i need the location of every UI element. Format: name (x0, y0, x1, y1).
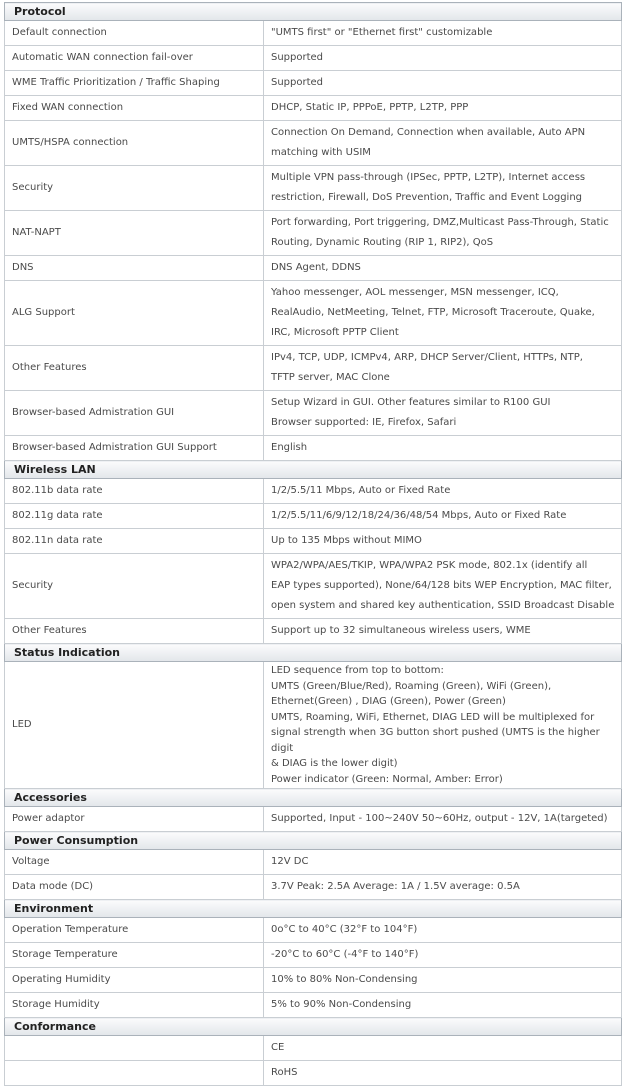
spec-value-line: DNS Agent, DDNS (271, 262, 361, 273)
spec-value-line: 0o°C to 40°C (32°F to 104°F) (271, 924, 418, 935)
spec-label: Operating Humidity (5, 968, 264, 993)
spec-table (4, 2, 622, 1086)
section-header-power-consumption (5, 832, 622, 850)
spec-value-line: 12V DC (271, 856, 309, 867)
spec-value (264, 281, 622, 346)
spec-value (264, 504, 622, 529)
table-row (5, 993, 622, 1018)
spec-label: Power adaptor (5, 807, 264, 832)
spec-value-line: Supported, Input - 100~240V 50~60Hz, output - 12V, 1A(targeted) (271, 813, 608, 824)
table-row (5, 256, 622, 281)
section-header-accessories (5, 789, 622, 807)
table-row (5, 479, 622, 504)
spec-label: Data mode (DC) (5, 875, 264, 900)
spec-value-line: IRC, Microsoft PPTP Client (271, 327, 399, 338)
spec-value (264, 993, 622, 1018)
spec-value-line: signal strength when 3G button short pushed (UMTS is the higher digit (271, 727, 600, 754)
spec-value (264, 166, 622, 211)
table-row (5, 918, 622, 943)
spec-value (264, 71, 622, 96)
spec-value (264, 662, 622, 789)
spec-value (264, 1036, 622, 1061)
spec-label: WME Traffic Prioritization / Traffic Shaping (5, 71, 264, 96)
table-row (5, 850, 622, 875)
table-row (5, 619, 622, 644)
spec-value (264, 121, 622, 166)
table-row (5, 529, 622, 554)
spec-value (264, 529, 622, 554)
spec-value (264, 96, 622, 121)
spec-value (264, 554, 622, 619)
section-title: Environment (5, 900, 622, 918)
spec-label (5, 1036, 264, 1061)
table-row (5, 968, 622, 993)
section-header-status-indication (5, 644, 622, 662)
spec-value-line: English (271, 442, 308, 453)
spec-label: DNS (5, 256, 264, 281)
spec-value (264, 46, 622, 71)
spec-label: Default connection (5, 21, 264, 46)
spec-value-line: CE (271, 1042, 285, 1053)
spec-value-line: open system and shared key authentication, SSID Broadcast Disable (271, 600, 615, 611)
spec-value-line: IPv4, TCP, UDP, ICMPv4, ARP, DHCP Server/Client, HTTPs, NTP, (271, 352, 583, 363)
spec-value (264, 850, 622, 875)
spec-label: Other Features (5, 346, 264, 391)
spec-label: Voltage (5, 850, 264, 875)
spec-value (264, 807, 622, 832)
spec-value-line: Power indicator (Green: Normal, Amber: Error) (271, 773, 503, 785)
spec-label: ALG Support (5, 281, 264, 346)
section-title: Power Consumption (5, 832, 622, 850)
spec-label: UMTS/HSPA connection (5, 121, 264, 166)
spec-value (264, 391, 622, 436)
table-row (5, 21, 622, 46)
spec-value (264, 21, 622, 46)
spec-value-line: Routing, Dynamic Routing (RIP 1, RIP2), QoS (271, 237, 494, 248)
spec-label: 802.11n data rate (5, 529, 264, 554)
spec-value-line: Multiple VPN pass-through (IPSec, PPTP, L2TP), Internet access (271, 172, 586, 183)
spec-label: Security (5, 554, 264, 619)
spec-value (264, 211, 622, 256)
section-title: Protocol (5, 3, 622, 21)
spec-label: Automatic WAN connection fail-over (5, 46, 264, 71)
section-title: Wireless LAN (5, 461, 622, 479)
section-title: Accessories (5, 789, 622, 807)
spec-value-line: WPA2/WPA/AES/TKIP, WPA/WPA2 PSK mode, 802.1x (identify all (271, 560, 588, 571)
spec-value-line: Connection On Demand, Connection when available, Auto APN (271, 127, 586, 138)
spec-label (5, 1061, 264, 1086)
spec-value-line: 5% to 90% Non-Condensing (271, 999, 412, 1010)
spec-value (264, 875, 622, 900)
spec-value-line: Ethernet(Green) , DIAG (Green), Power (Green) (271, 696, 506, 707)
spec-value-line: Supported (271, 77, 324, 88)
table-row (5, 71, 622, 96)
spec-label: Storage Humidity (5, 993, 264, 1018)
spec-value-line: restriction, Firewall, DoS Prevention, Traffic and Event Logging (271, 192, 583, 203)
spec-value-line: 1/2/5.5/11/6/9/12/18/24/36/48/54 Mbps, Auto or Fixed Rate (271, 510, 567, 521)
table-row (5, 875, 622, 900)
spec-label: Operation Temperature (5, 918, 264, 943)
spec-value (264, 943, 622, 968)
spec-value-line: UMTS (Green/Blue/Red), Roaming (Green), WiFi (Green), (271, 680, 552, 692)
spec-label: 802.11g data rate (5, 504, 264, 529)
table-row (5, 943, 622, 968)
spec-value-line: Up to 135 Mbps without MIMO (271, 535, 422, 546)
spec-value-line: Support up to 32 simultaneous wireless users, WME (271, 625, 531, 636)
table-row (5, 281, 622, 346)
spec-value-line: DHCP, Static IP, PPPoE, PPTP, L2TP, PPP (271, 102, 469, 113)
table-row (5, 346, 622, 391)
spec-label: Security (5, 166, 264, 211)
spec-value-line: 10% to 80% Non-Condensing (271, 974, 418, 985)
spec-value (264, 619, 622, 644)
table-row (5, 166, 622, 211)
spec-label: Browser-based Admistration GUI Support (5, 436, 264, 461)
table-row (5, 1036, 622, 1061)
table-row (5, 436, 622, 461)
spec-label: Browser-based Admistration GUI (5, 391, 264, 436)
section-header-conformance (5, 1018, 622, 1036)
spec-value-line: Setup Wizard in GUI. Other features similar to R100 GUI (271, 397, 551, 408)
spec-label: LED (5, 662, 264, 789)
spec-label: 802.11b data rate (5, 479, 264, 504)
spec-value-line: & DIAG is the lower digit) (271, 758, 398, 769)
spec-label: Other Features (5, 619, 264, 644)
table-row (5, 211, 622, 256)
spec-value (264, 436, 622, 461)
spec-value-line: RealAudio, NetMeeting, Telnet, FTP, Microsoft Traceroute, Quake, (271, 307, 595, 318)
spec-label: Fixed WAN connection (5, 96, 264, 121)
table-row (5, 1061, 622, 1086)
spec-value-line: Browser supported: IE, Firefox, Safari (271, 417, 457, 428)
table-row (5, 96, 622, 121)
spec-value (264, 479, 622, 504)
spec-value-line: LED sequence from top to bottom: (271, 665, 444, 676)
table-row (5, 46, 622, 71)
section-title: Status Indication (5, 644, 622, 662)
spec-value-line: 1/2/5.5/11 Mbps, Auto or Fixed Rate (271, 485, 451, 496)
spec-value (264, 1061, 622, 1086)
table-row (5, 662, 622, 789)
table-row (5, 504, 622, 529)
spec-value-line: "UMTS first" or "Ethernet first" customizable (271, 27, 493, 38)
spec-value-line: -20°C to 60°C (-4°F to 140°F) (271, 949, 419, 960)
table-row (5, 391, 622, 436)
spec-value (264, 256, 622, 281)
spec-value-line: EAP types supported), None/64/128 bits WEP Encryption, MAC filter, (271, 580, 612, 591)
spec-value-line: RoHS (271, 1067, 298, 1078)
section-title: Conformance (5, 1018, 622, 1036)
table-row (5, 807, 622, 832)
spec-value-line: Supported (271, 52, 324, 63)
section-header-protocol (5, 3, 622, 21)
spec-value-line: TFTP server, MAC Clone (271, 372, 390, 383)
spec-value-line: matching with USIM (271, 147, 371, 158)
spec-value-line: Port forwarding, Port triggering, DMZ,Multicast Pass-Through, Static (271, 217, 609, 228)
spec-value-line: Yahoo messenger, AOL messenger, MSN messenger, ICQ, (271, 287, 559, 298)
table-row (5, 554, 622, 619)
section-header-wireless-lan (5, 461, 622, 479)
section-header-environment (5, 900, 622, 918)
spec-label: NAT-NAPT (5, 211, 264, 256)
table-row (5, 121, 622, 166)
spec-label: Storage Temperature (5, 943, 264, 968)
spec-value (264, 968, 622, 993)
spec-table-body (5, 3, 622, 1086)
spec-value-line: 3.7V Peak: 2.5A Average: 1A / 1.5V average: 0.5A (271, 881, 520, 892)
spec-value (264, 346, 622, 391)
spec-value (264, 918, 622, 943)
spec-value-line: UMTS, Roaming, WiFi, Ethernet, DIAG LED will be multiplexed for (271, 711, 595, 723)
